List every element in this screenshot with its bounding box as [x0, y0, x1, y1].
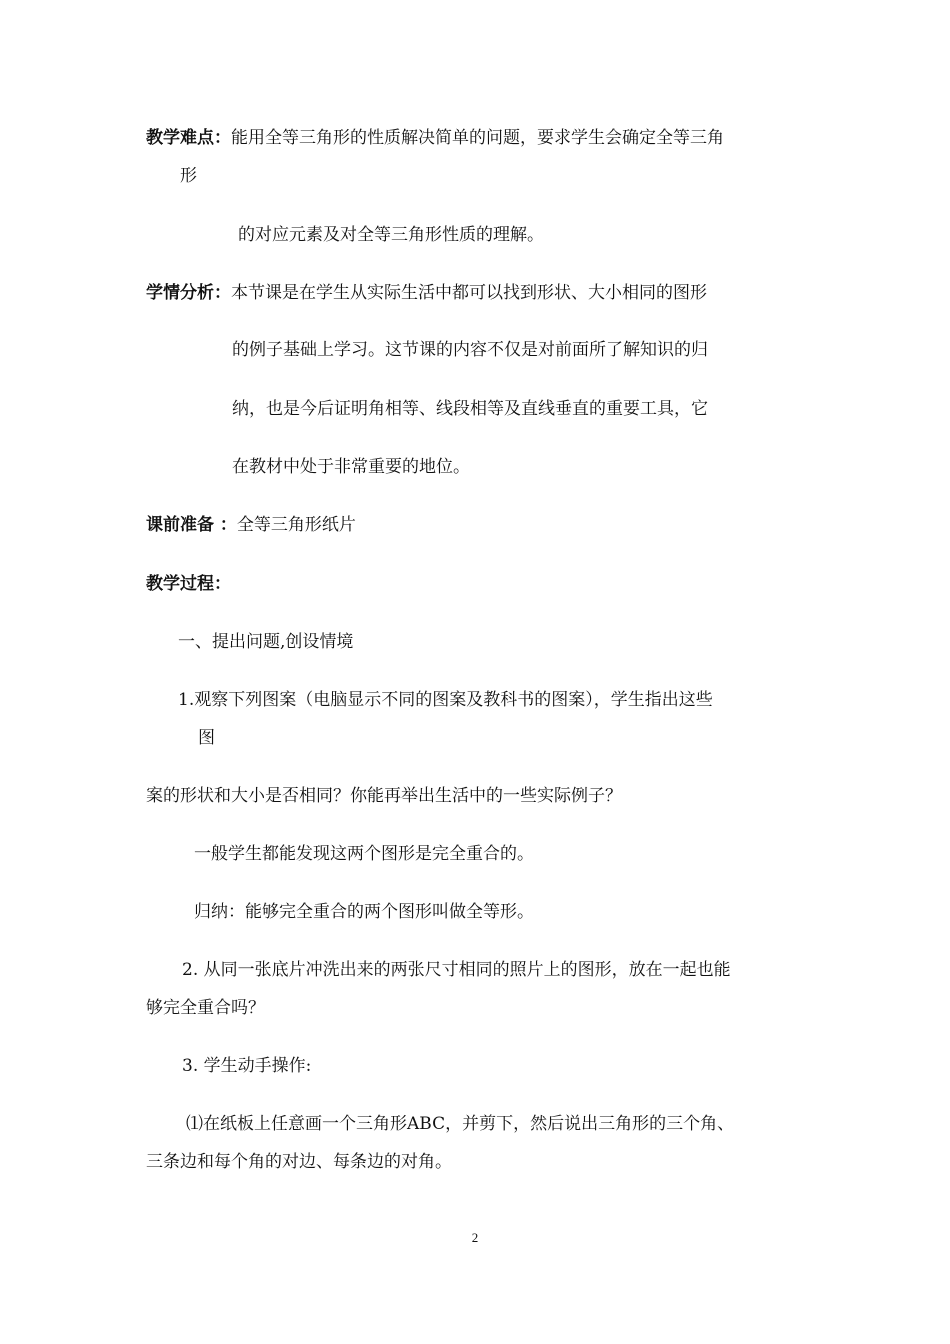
preparation-paragraph [146, 513, 356, 537]
analysis-text-line3: 纳，也是今后证明角相等、线段相等及直线垂直的重要工具，它 [232, 399, 708, 419]
process-section1-title: 一、提出问题,创设情境 [178, 632, 354, 652]
page-number: 2 [471, 1230, 479, 1245]
process-item1-line1: 1.观察下列图案（电脑显示不同的图案及教科书的图案），学生指出这些 [178, 690, 713, 710]
process-item2-line1: 2. 从同一张底片冲洗出来的两张尺寸相同的照片上的图形，放在一起也能 [182, 960, 731, 980]
process-item1-line3: 案的形状和大小是否相同？你能再举出生活中的一些实际例子？ [146, 786, 622, 806]
process-step1-line1: ⑴在纸板上任意画一个三角形ABC，并剪下，然后说出三角形的三个角、 [186, 1114, 735, 1134]
process-item2-line2: 够完全重合吗？ [146, 998, 265, 1018]
analysis-text-line2: 的例子基础上学习。这节课的内容不仅是对前面所了解知识的归 [232, 340, 708, 360]
difficulty-text-line2: 形 [180, 166, 197, 186]
analysis-label: 学情分析： [146, 283, 231, 303]
process-step1-line2: 三条边和每个角的对边、每条边的对角。 [146, 1152, 452, 1172]
process-note1: 一般学生都能发现这两个图形是完全重合的。 [194, 844, 534, 864]
analysis-paragraph-line1 [146, 281, 707, 305]
process-heading: 教学过程： [146, 574, 231, 594]
analysis-text-line1: 本节课是在学生从实际生活中都可以找到形状、大小相同的图形 [231, 283, 707, 303]
analysis-text-line4: 在教材中处于非常重要的地位。 [232, 457, 470, 477]
process-item1-line2: 图 [198, 728, 215, 748]
preparation-text: 全等三角形纸片 [236, 515, 356, 535]
difficulty-text-line3: 的对应元素及对全等三角形性质的理解。 [238, 225, 544, 245]
process-summary: 归纳：能够完全重合的两个图形叫做全等形。 [194, 902, 534, 922]
difficulty-label: 教学难点： [146, 128, 231, 148]
difficulty-text-line1: 能用全等三角形的性质解决简单的问题，要求学生会确定全等三角 [231, 128, 724, 148]
difficulty-paragraph-line1 [146, 126, 724, 150]
preparation-label: 课前准备 ： [146, 515, 237, 535]
process-item3: 3. 学生动手操作: [182, 1056, 312, 1076]
